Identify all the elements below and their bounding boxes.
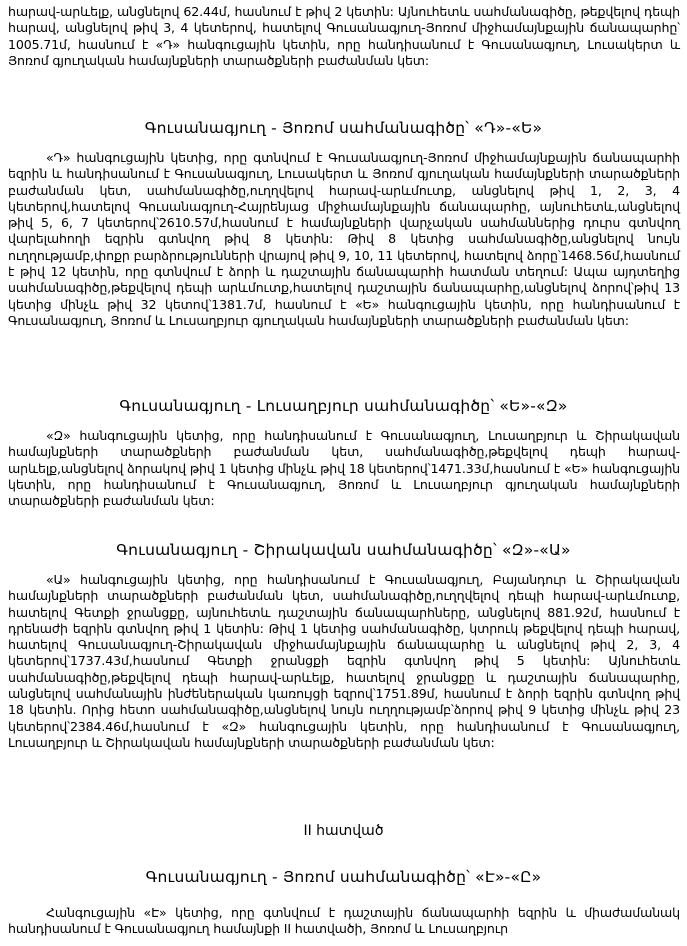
section-body-e-z <box>8 428 680 509</box>
section-body-e-y-text: Հանգուցային «Է» կետից, որը գտնվում է դաշտային ճանապարհի եզրին և միաժամանակ հանդիսանում է Գուսանագյուղ համայնքի II հատվածի, Յոռոմ և Լուսաղբյուր <box>8 905 680 937</box>
section-heading-z-a: Գուսանագյուղ - Շիրակավան սահմանագիծը՝ «Զ»-«Ա» <box>116 541 571 559</box>
section-body-d-e-text: «Դ» հանգուցային կետից, որը գտնվում է Գուսանագյուղ-Յոռոմ միջհամայնքային ճանապարհի եզրին և հանդիսանում է Գուսանագյուղ, Լուսակերտ և Յոռոմ գյուղական համայնքների տարածքների բաժանման կետ, սահմանագիծը,ուղղվելով հարավ-արևմուտք, անցնելով թիվ 1, 2, 3, 4 կետերով,հատելով Գուսանագյուղ-Հայրենյաց միջհամայնքային ճանապարհը, այնուհետև,անցնելով թիվ 5, 6, 7 կետերով՝2610.57մ,հասնում է համայնքների վարչական սահմաններից դուրս գտնվող վարելահողի եզրին գտնվող թիվ 8 կետին: Թիվ 8 կետից սահմանագիծը,անցնելով նույն ուղղությամբ,փոքր բարձրությունների վրայով թիվ 9, 10, 11 կետերով, հատելով ձորը՝1468.56մ,հասնում է թիվ 12 կետին, որը գտնվում է ձորի և դաշտային ճանապարհի հատման տեղում: Ապա այդտեղից սահմանագիծը,թեքվելով դեպի արևմուտք,հատելով դաշտային ճանապարհը,անցնելով ձորով՝թիվ 13 կետից մինչև թիվ 32 կետով՝1381.7մ, հասնում է «Ե» հանգուցային կետին, որը հանդիսանում է Գուսանագյուղ, Յոռոմ և Լուսաղբյուր գյուղական համայնքների տարածքների բաժանման կետ: <box>8 150 680 328</box>
section-body-e-z-text: «Զ» հանգուցային կետից, որը հանդիսանում է Գուսանագյուղ, Լուսաղբյուր և Շիրակավան համայնքների տարածքների բաժանման կետ, սահմանագիծը,թեքվելով դեպի հարավ-արևելք,անցնելով ձորակով թիվ 1 կետից մինչև թիվ 18 կետերով՝1471.33մ,հասնում է «Ե» հանգուցային կետին, որը հանդիսանում է Գուսանագյուղ, Յոռոմ և Լուսաղբյուր գյուղական համայնքների տարածքների բաժանման կետ: <box>8 428 680 509</box>
section-heading-e-z: Գուսանագյուղ - Լուսաղբյուր սահմանագիծը՝ «Ե»-«Զ» <box>119 397 568 415</box>
paragraph-intro: հարավ-արևելք, անցնելով 62.44մ, հասնում է թիվ 2 կետին: Այնուհետև սահմանագիծը, թեքվելով դեպի հարավ, անցնելով թիվ 3, 4 կետերով, հատելով Գուսանագյուղ-Յոռոմ միջհամայնքային ճանապարհը՝ 1005.71մ, հասնում է «Դ» հանգուցային կետին, որը հանդիսանում է Գուսանագյուղ, Լուսակերտ և Յոռոմ գյուղական համայնքների տարածքների բաժանման կետ: <box>8 4 680 68</box>
part-title: II հատված <box>303 823 384 839</box>
section-body-d-e <box>8 150 680 329</box>
section-heading-e-y: Գուսանագյուղ - Յոռոմ սահմանագիծը՝ «Է»-«Ը» <box>145 868 542 886</box>
section-heading-d-e: Գուսանագյուղ - Յոռոմ սահմանագիծը՝ «Դ»-«Ե» <box>144 119 543 137</box>
section-body-z-a-text: «Ա» հանգուցային կետից, որը հանդիսանում է Գուսանագյուղ, Բայանդուր և Շիրակավան համայնքների տարածքների բաժանման կետ, սահմանագիծը,ուղղվելով դեպի հարավ-արևմուտք, հատելով Գետքի ջրանցքը, այնուհետև դաշտային ճանապարհները, անցնելով 881.92մ, հասնում է դրենաժի եզրին գտնվող թիվ 1 կետին: Թիվ 1 կետից սահմանագիծը, կտրուկ թեքվելով դեպի հարավ, հատելով Գուսանագյուղ-Շիրակավան միջհամայնքային ճանապարհը և անցնելով թիվ 2, 3, 4 կետերով՝1737.43մ,հասնում Գետքի ջրանցքի եզրին գտնվող թիվ 5 կետին: Այնուհետև սահմանագիծը,թեքվելով դեպի հարավ-արևելք, հատելով ջրանցքը և դաշտային ճանապարհը, անցնելով սահմանային ինժեներական կառույցի եզրով՝1751.89մ, հասնում է ձորի եզրին գտնվող թիվ 18 կետին. Որից հետո սահմանագիծը,անցնելով նույն ուղղությամբ՝ձորով թիվ 9 կետից մինչև թիվ 23 կետերով՝2384.46մ,հասնում է «Զ» հանգուցային կետին, որը հանդիսանում է Գուսանագյուղ, Լուսաղբյուր և Շիրակավան համայնքների տարածքների բաժանման կետ: <box>8 572 680 750</box>
section-body-z-a <box>8 572 680 751</box>
section-body-e-y <box>8 905 680 938</box>
